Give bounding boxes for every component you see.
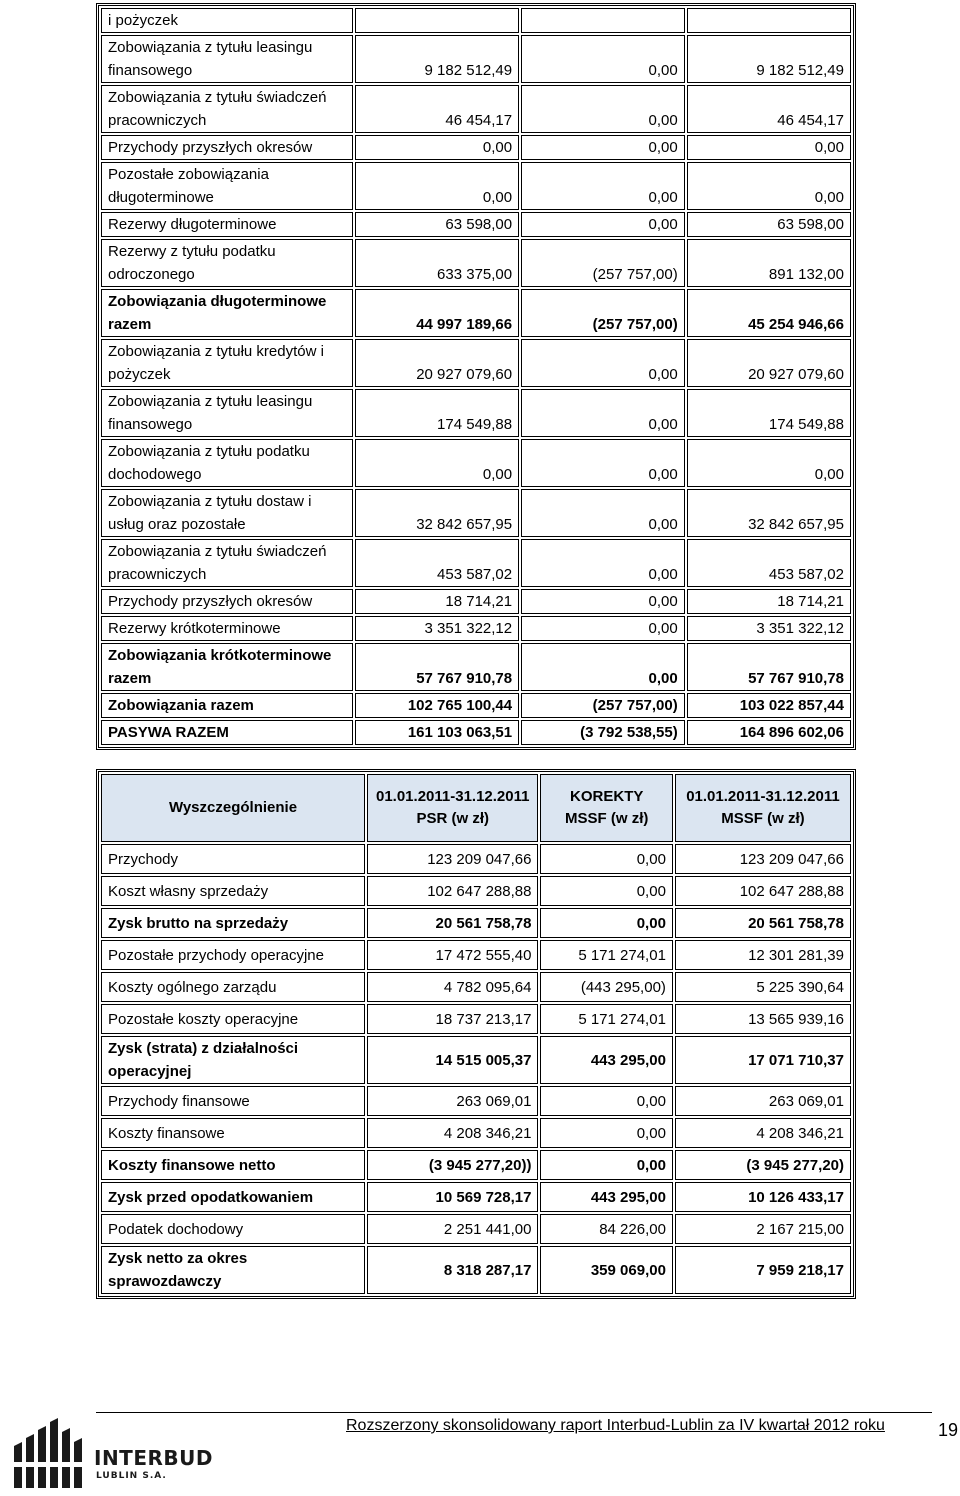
cell-psr: 633 375,00	[355, 239, 519, 287]
cell-korekty: 84 226,00	[540, 1214, 672, 1244]
cell-mssf: 0,00	[687, 439, 851, 487]
header-psr: 01.01.2011-31.12.2011 PSR (w zł)	[367, 774, 538, 842]
cell-mssf: 263 069,01	[675, 1086, 851, 1116]
cell-korekty: 0,00	[540, 844, 672, 874]
row-label: Pozostałe zobowiązania długoterminowe	[101, 162, 353, 210]
cell-korekty: (257 757,00)	[521, 289, 685, 337]
cell-korekty: 5 171 274,01	[540, 940, 672, 970]
cell-mssf: 20 561 758,78	[675, 908, 851, 938]
cell-psr: 63 598,00	[355, 212, 519, 237]
table-row	[101, 1150, 851, 1180]
logo-subtitle: LUBLIN S.A.	[96, 1471, 167, 1481]
cell-mssf: 3 351 322,12	[687, 616, 851, 641]
row-label: Zobowiązania razem	[101, 693, 353, 718]
cell-psr: 20 927 079,60	[355, 339, 519, 387]
cell-mssf: 891 132,00	[687, 239, 851, 287]
table-row	[101, 212, 851, 237]
footer-report-title: Rozszerzony skonsolidowany raport Interbud-Lublin za IV kwartał 2012 roku	[346, 1417, 885, 1434]
cell-mssf: 17 071 710,37	[675, 1036, 851, 1084]
table-row	[101, 1036, 851, 1084]
cell-korekty: 0,00	[540, 908, 672, 938]
cell-psr: 8 318 287,17	[367, 1246, 538, 1294]
table-row	[101, 693, 851, 718]
table-row	[101, 940, 851, 970]
cell-psr: 174 549,88	[355, 389, 519, 437]
row-label: Pozostałe przychody operacyjne	[101, 940, 365, 970]
row-label: Zysk przed opodatkowaniem	[101, 1182, 365, 1212]
balance-sheet-body	[101, 8, 851, 745]
cell-psr: 46 454,17	[355, 85, 519, 133]
cell-korekty: 0,00	[521, 339, 685, 387]
cell-mssf: 0,00	[687, 162, 851, 210]
interbud-logo-mark-icon	[10, 1418, 86, 1488]
table-row	[101, 1004, 851, 1034]
cell-mssf: 2 167 215,00	[675, 1214, 851, 1244]
cell-korekty: 0,00	[521, 439, 685, 487]
table-row	[101, 1182, 851, 1212]
cell-korekty: 0,00	[540, 1118, 672, 1148]
table-row	[101, 539, 851, 587]
cell-korekty: 0,00	[521, 616, 685, 641]
table-row	[101, 720, 851, 745]
cell-psr: 102 647 288,88	[367, 876, 538, 906]
table-row	[101, 1118, 851, 1148]
table-row	[101, 908, 851, 938]
cell-mssf: 5 225 390,64	[675, 972, 851, 1002]
row-label: Koszty ogólnego zarządu	[101, 972, 365, 1002]
row-label: Koszt własny sprzedaży	[101, 876, 365, 906]
header-mssf: 01.01.2011-31.12.2011 MSSF (w zł)	[675, 774, 851, 842]
table-row	[101, 1214, 851, 1244]
table-row	[101, 643, 851, 691]
table-row	[101, 289, 851, 337]
cell-korekty: (443 295,00)	[540, 972, 672, 1002]
table-row	[101, 1086, 851, 1116]
cell-korekty: 0,00	[521, 389, 685, 437]
cell-psr: 102 765 100,44	[355, 693, 519, 718]
row-label: Zobowiązania z tytułu leasingu finansowego	[101, 389, 353, 437]
cell-korekty: 443 295,00	[540, 1182, 672, 1212]
row-label: Zobowiązania z tytułu podatku dochodowego	[101, 439, 353, 487]
cell-psr: 14 515 005,37	[367, 1036, 538, 1084]
cell-korekty: 0,00	[521, 212, 685, 237]
table-row	[101, 439, 851, 487]
row-label: Zysk netto za okres sprawozdawczy	[101, 1246, 365, 1294]
cell-psr: 44 997 189,66	[355, 289, 519, 337]
cell-psr: 57 767 910,78	[355, 643, 519, 691]
cell-korekty: 5 171 274,01	[540, 1004, 672, 1034]
cell-mssf: 13 565 939,16	[675, 1004, 851, 1034]
cell-mssf: 45 254 946,66	[687, 289, 851, 337]
cell-mssf: 57 767 910,78	[687, 643, 851, 691]
cell-mssf: 103 022 857,44	[687, 693, 851, 718]
row-label: Przychody przyszłych okresów	[101, 589, 353, 614]
cell-mssf: 63 598,00	[687, 212, 851, 237]
table-row	[101, 489, 851, 537]
cell-psr: 3 351 322,12	[355, 616, 519, 641]
cell-mssf: 20 927 079,60	[687, 339, 851, 387]
cell-mssf: (3 945 277,20)	[675, 1150, 851, 1180]
cell-mssf: 123 209 047,66	[675, 844, 851, 874]
income-statement-body	[101, 844, 851, 1294]
row-label: Przychody	[101, 844, 365, 874]
cell-psr: 18 737 213,17	[367, 1004, 538, 1034]
income-statement-header	[101, 774, 851, 842]
cell-korekty: (257 757,00)	[521, 239, 685, 287]
cell-korekty: 0,00	[521, 489, 685, 537]
cell-korekty: 0,00	[521, 85, 685, 133]
cell-psr: 0,00	[355, 439, 519, 487]
cell-korekty: (257 757,00)	[521, 693, 685, 718]
cell-psr: 0,00	[355, 135, 519, 160]
row-label: PASYWA RAZEM	[101, 720, 353, 745]
cell-korekty: 0,00	[521, 589, 685, 614]
table-row	[101, 876, 851, 906]
row-label: Koszty finansowe	[101, 1118, 365, 1148]
cell-korekty: 0,00	[521, 162, 685, 210]
cell-korekty: 443 295,00	[540, 1036, 672, 1084]
cell-psr: 161 103 063,51	[355, 720, 519, 745]
cell-psr: 123 209 047,66	[367, 844, 538, 874]
cell-psr: 0,00	[355, 162, 519, 210]
header-row	[101, 774, 851, 842]
cell-korekty: 0,00	[521, 135, 685, 160]
row-label: Zobowiązania z tytułu leasingu finansowego	[101, 35, 353, 83]
footer-divider	[96, 1412, 932, 1413]
cell-psr: 9 182 512,49	[355, 35, 519, 83]
cell-korekty: 0,00	[521, 643, 685, 691]
cell-psr: 4 208 346,21	[367, 1118, 538, 1148]
cell-mssf: 174 549,88	[687, 389, 851, 437]
row-label: Podatek dochodowy	[101, 1214, 365, 1244]
table-row	[101, 389, 851, 437]
cell-psr: 32 842 657,95	[355, 489, 519, 537]
page-number: 19	[938, 1420, 959, 1440]
cell-korekty: 359 069,00	[540, 1246, 672, 1294]
table-row	[101, 135, 851, 160]
table-row	[101, 589, 851, 614]
row-label: Zysk (strata) z działalności operacyjnej	[101, 1036, 365, 1084]
row-label: Rezerwy długoterminowe	[101, 212, 353, 237]
interbud-logo	[10, 1418, 213, 1490]
cell-psr: 453 587,02	[355, 539, 519, 587]
row-label: Rezerwy z tytułu podatku odroczonego	[101, 239, 353, 287]
row-label: Zobowiązania z tytułu dostaw i usług oraz pozostałe	[101, 489, 353, 537]
cell-mssf: 0,00	[687, 135, 851, 160]
cell-mssf: 12 301 281,39	[675, 940, 851, 970]
cell-mssf: 453 587,02	[687, 539, 851, 587]
cell-mssf: 4 208 346,21	[675, 1118, 851, 1148]
table-row	[101, 85, 851, 133]
row-label: Przychody finansowe	[101, 1086, 365, 1116]
cell-korekty: 0,00	[540, 1150, 672, 1180]
cell-mssf	[687, 8, 851, 33]
table-row	[101, 1246, 851, 1294]
row-label: Zobowiązania z tytułu kredytów i pożyczek	[101, 339, 353, 387]
row-label: Rezerwy krótkoterminowe	[101, 616, 353, 641]
cell-korekty	[521, 8, 685, 33]
cell-korekty: 0,00	[521, 539, 685, 587]
cell-mssf: 9 182 512,49	[687, 35, 851, 83]
header-label: Wyszczególnienie	[101, 774, 365, 842]
table-row	[101, 972, 851, 1002]
row-label: Koszty finansowe netto	[101, 1150, 365, 1180]
table-row	[101, 8, 851, 33]
logo-name: INTERBUD	[94, 1446, 213, 1470]
cell-mssf: 10 126 433,17	[675, 1182, 851, 1212]
cell-korekty: (3 792 538,55)	[521, 720, 685, 745]
cell-psr: 10 569 728,17	[367, 1182, 538, 1212]
cell-korekty: 0,00	[521, 35, 685, 83]
row-label: Zysk brutto na sprzedaży	[101, 908, 365, 938]
cell-korekty: 0,00	[540, 1086, 672, 1116]
cell-psr	[355, 8, 519, 33]
row-label: Zobowiązania krótkoterminowe razem	[101, 643, 353, 691]
row-label: Przychody przyszłych okresów	[101, 135, 353, 160]
cell-psr: 17 472 555,40	[367, 940, 538, 970]
row-label: Zobowiązania z tytułu świadczeń pracowniczych	[101, 539, 353, 587]
row-label: i pożyczek	[101, 8, 353, 33]
table-row	[101, 844, 851, 874]
row-label: Zobowiązania z tytułu świadczeń pracowniczych	[101, 85, 353, 133]
cell-psr: 263 069,01	[367, 1086, 538, 1116]
cell-mssf: 46 454,17	[687, 85, 851, 133]
cell-mssf: 32 842 657,95	[687, 489, 851, 537]
table-row	[101, 339, 851, 387]
table-row	[101, 239, 851, 287]
income-statement-table	[96, 769, 856, 1299]
cell-psr: 18 714,21	[355, 589, 519, 614]
row-label: Zobowiązania długoterminowe razem	[101, 289, 353, 337]
cell-psr: 20 561 758,78	[367, 908, 538, 938]
balance-sheet-table	[96, 3, 856, 750]
row-label: Pozostałe koszty operacyjne	[101, 1004, 365, 1034]
header-korekty: KOREKTY MSSF (w zł)	[540, 774, 672, 842]
cell-psr: 4 782 095,64	[367, 972, 538, 1002]
table-row	[101, 162, 851, 210]
cell-mssf: 102 647 288,88	[675, 876, 851, 906]
cell-mssf: 18 714,21	[687, 589, 851, 614]
cell-psr: 2 251 441,00	[367, 1214, 538, 1244]
table-row	[101, 35, 851, 83]
cell-psr: (3 945 277,20))	[367, 1150, 538, 1180]
cell-mssf: 164 896 602,06	[687, 720, 851, 745]
cell-mssf: 7 959 218,17	[675, 1246, 851, 1294]
cell-korekty: 0,00	[540, 876, 672, 906]
table-row	[101, 616, 851, 641]
